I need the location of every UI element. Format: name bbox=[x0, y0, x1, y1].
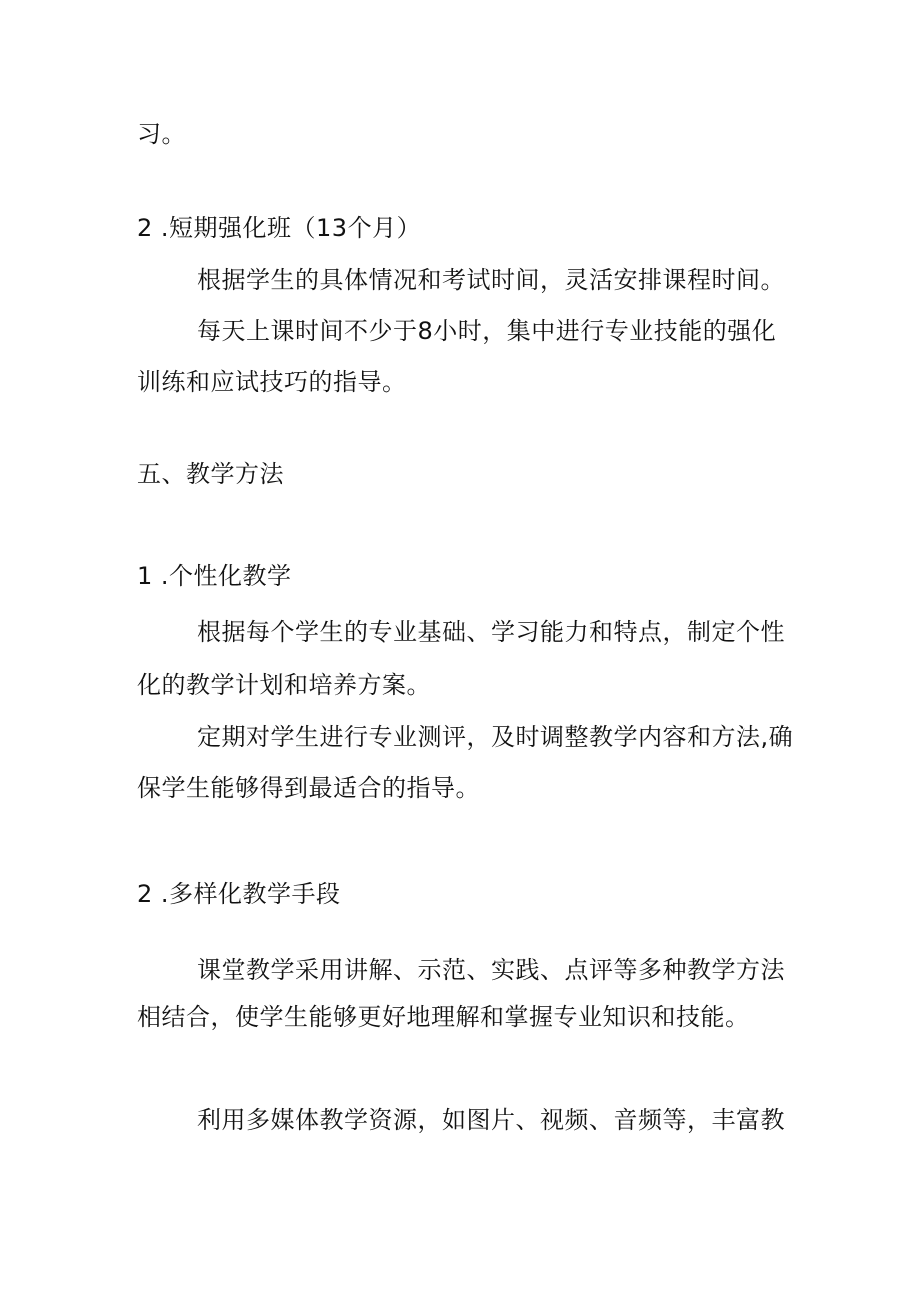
paragraph-continuation: 习。 bbox=[137, 120, 186, 148]
subheading-diverse-teaching-means: 2 .多样化教学手段 bbox=[137, 880, 341, 908]
paragraph-line: 利用多媒体教学资源，如图片、视频、音频等，丰富教 bbox=[197, 1106, 785, 1134]
section-heading-teaching-methods: 五、教学方法 bbox=[137, 460, 284, 488]
paragraph-line: 课堂教学采用讲解、示范、实践、点评等多种教学方法 bbox=[197, 956, 785, 984]
paragraph-line: 定期对学生进行专业测评，及时调整教学内容和方法,确 bbox=[197, 723, 794, 751]
paragraph-line: 根据学生的具体情况和考试时间，灵活安排课程时间。 bbox=[197, 266, 785, 294]
paragraph-line: 根据每个学生的专业基础、学习能力和特点，制定个性 bbox=[197, 618, 785, 646]
paragraph-line: 相结合，使学生能够更好地理解和掌握专业知识和技能。 bbox=[137, 1003, 750, 1031]
paragraph-line: 化的教学计划和培养方案。 bbox=[137, 671, 431, 699]
paragraph-line: 每天上课时间不少于8小时，集中进行专业技能的强化 bbox=[197, 317, 777, 345]
paragraph-line: 训练和应试技巧的指导。 bbox=[137, 368, 407, 396]
subheading-personalized-teaching: 1 .个性化教学 bbox=[137, 562, 292, 590]
paragraph-line: 保学生能够得到最适合的指导。 bbox=[137, 774, 480, 802]
subheading-short-intensive-class: 2 .短期强化班（13个月） bbox=[137, 214, 422, 242]
